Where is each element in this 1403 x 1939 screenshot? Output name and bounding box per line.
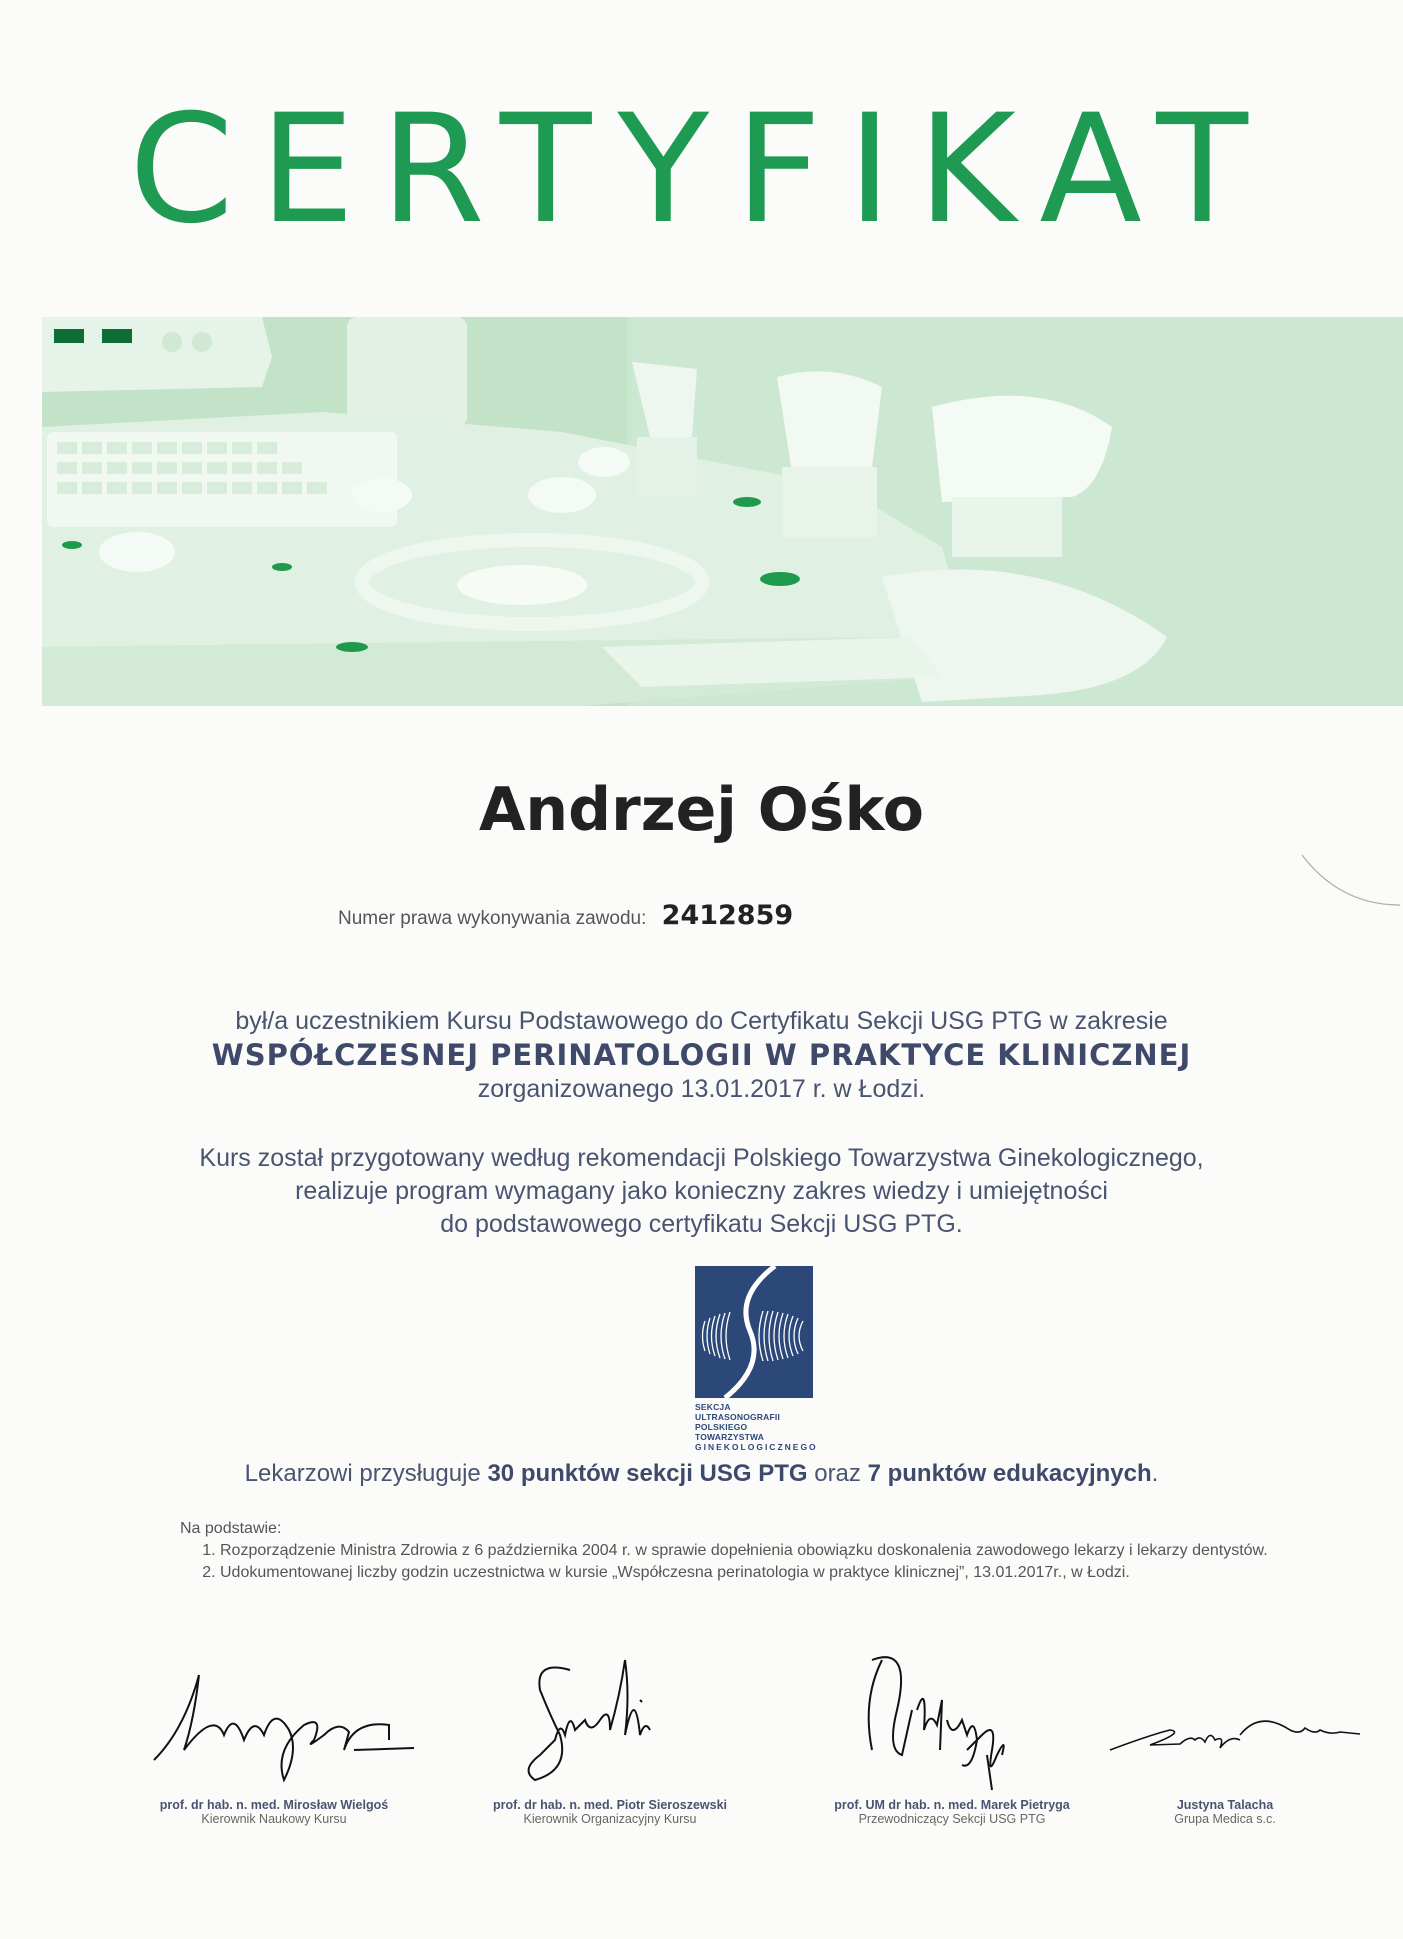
points-suffix: . (1151, 1460, 1159, 1487)
signatory-name: prof. dr hab. n. med. Mirosław Wielgoś (159, 1798, 389, 1812)
handwritten-signature (124, 1640, 424, 1790)
points-statement (0, 1460, 1403, 1488)
points-edu: 7 punktów edukacyjnych (867, 1460, 1152, 1487)
certificate-title: CERTYFIKAT (129, 83, 1274, 257)
course-topic: WSPÓŁCZESNEJ PERINATOLOGII W PRAKTYCE KLINICZNEJ (211, 1038, 1192, 1072)
logo-text-3: GINEKOLOGICZNEGO (695, 1442, 818, 1452)
signature-block (1090, 1640, 1360, 1826)
legal-basis (180, 1518, 1340, 1584)
signatory-name: prof. UM dr hab. n. med. Marek Pietryga (834, 1798, 1070, 1812)
handwritten-signature (1090, 1640, 1360, 1790)
basis-item: 2. Udokumentowanej liczby godzin uczestnictwa w kursie „Współczesna perinatologia w praktyce klinicznej”, 13.01.2017r., w Łodzi. (220, 1562, 1340, 1584)
points-middle: oraz (814, 1460, 861, 1487)
handwritten-signature (460, 1640, 760, 1790)
recommendation-line-3: do podstawowego certyfikatu Sekcji USG PTG. (440, 1210, 963, 1238)
license-number: 2412859 (661, 900, 794, 931)
course-line-3: zorganizowanego 13.01.2017 r. w Łodzi. (477, 1075, 926, 1103)
signatory-role: Przewodniczący Sekcji USG PTG (858, 1812, 1046, 1826)
basis-heading: Na podstawie: (180, 1520, 282, 1537)
signatory-name: Justyna Talacha (1176, 1798, 1274, 1812)
usg-section-logo (695, 1266, 818, 1452)
logo-text-2: POLSKIEGO TOWARZYSTWA (695, 1422, 765, 1442)
signature-block (460, 1640, 760, 1826)
paper-fold-mark (1300, 850, 1403, 910)
recommendation-line-2: realizuje program wymagany jako konieczny zakres wiedzy i umiejętności (295, 1177, 1108, 1205)
basis-item: 1. Rozporządzenie Ministra Zdrowia z 6 października 2004 r. w sprawie dopełnienia obowiązku doskonalenia zawodowego lekarzy i lekarzy dentystów. (220, 1540, 1340, 1562)
recommendation-text (0, 1142, 1403, 1241)
recommendation-line-1: Kurs został przygotowany według rekomendacji Polskiego Towarzystwa Ginekologicznego, (199, 1144, 1204, 1172)
signatory-name: prof. dr hab. n. med. Piotr Sieroszewski (492, 1798, 728, 1812)
signatory-role: Kierownik Naukowy Kursu (201, 1812, 347, 1826)
points-prefix: Lekarzowi przysługuje (244, 1460, 481, 1487)
logo-emblem (695, 1266, 813, 1398)
course-line-1: był/a uczestnikiem Kursu Podstawowego do Certyfikatu Sekcji USG PTG w zakresie (235, 1007, 1168, 1035)
logo-text-1: SEKCJA ULTRASONOGRAFII (695, 1402, 781, 1422)
recipient-name: Andrzej Ośko (479, 775, 924, 845)
signatory-role: Kierownik Organizacyjny Kursu (523, 1812, 697, 1826)
signature-block (802, 1640, 1102, 1826)
handwritten-signature (802, 1640, 1102, 1790)
course-description (0, 1004, 1403, 1106)
signature-block (124, 1640, 424, 1826)
license-label: Numer prawa wykonywania zawodu: (338, 908, 647, 929)
points-usg: 30 punktów sekcji USG PTG (487, 1460, 808, 1487)
license-number-line (338, 900, 793, 931)
ultrasound-machine-image (42, 317, 1403, 706)
signatory-role: Grupa Medica s.c. (1174, 1812, 1276, 1826)
